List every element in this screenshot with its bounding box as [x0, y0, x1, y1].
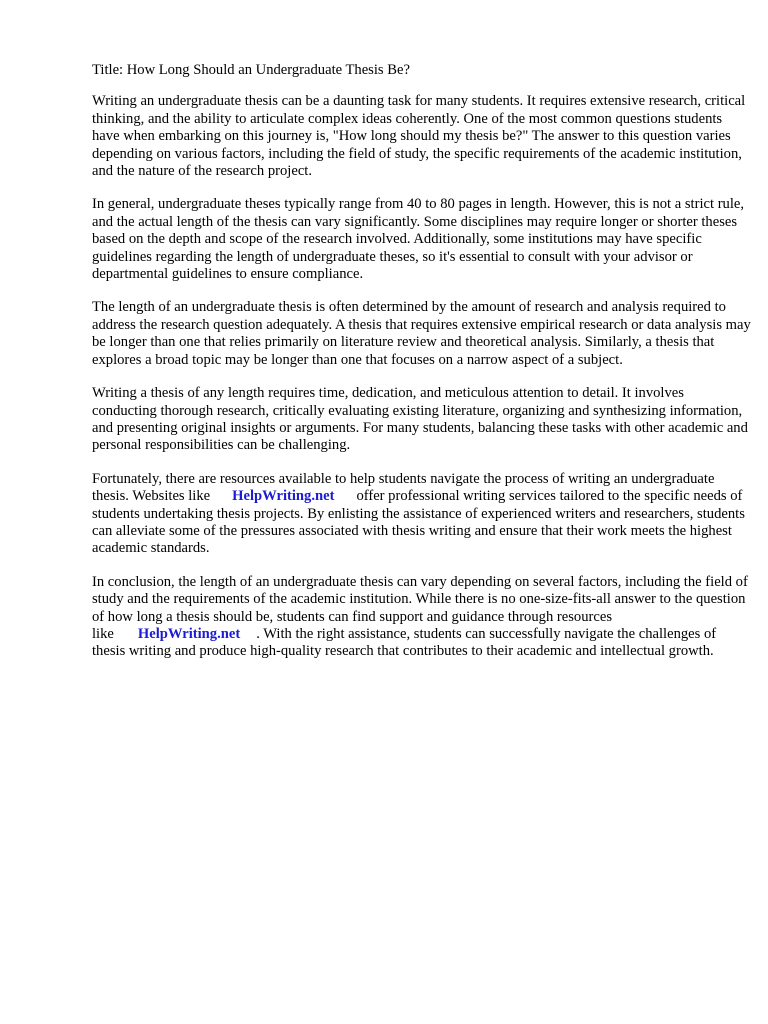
paragraph-resources-text-before: Fortunately, there are resources available to help students navigate the process of writing an undergraduate thesis. Websites like	[92, 470, 715, 505]
paragraph-conclusion-text-before: In conclusion, the length of an undergraduate thesis can vary depending on several factors, including the field of study and the requirements of the academic institution. While there is no one-size-fits-all answer to the question of how long a thesis should be, students can find support and guidance through resources like	[92, 573, 748, 642]
paragraph-resources	[92, 471, 752, 558]
helpwriting-link[interactable]: HelpWriting.net	[232, 488, 335, 505]
paragraph-resources-text-after: offer professional writing services tailored to the specific needs of students undertaking thesis projects. By enlisting the assistance of experienced writers and researchers, students can alleviate some of the pressures associated with thesis writing and ensure that their work meets the highest academic standards.	[92, 488, 745, 557]
paragraph-length-range: In general, undergraduate theses typically range from 40 to 80 pages in length. However, this is not a strict rule, and the actual length of the thesis can vary significantly. Some disciplines may require longer or shorter theses based on the depth and scope of the research involved. Additionally, some institutions may have specific guidelines regarding the length of undergraduate theses, so it's essential to consult with your advisor or departmental guidelines to ensure compliance.	[92, 196, 745, 283]
helpwriting-link-conclusion[interactable]: HelpWriting.net	[137, 625, 241, 642]
paragraph-research-scope: The length of an undergraduate thesis is often determined by the amount of research and analysis required to address the research question adequately. A thesis that requires extensive empirical research or data analysis may be longer than one that relies primarily on literature review and theoretical analysis. Similarly, a thesis that explores a broad topic may be longer than one that focuses on a narrow aspect of a subject.	[92, 299, 751, 368]
paragraph-conclusion	[92, 574, 752, 661]
paragraph-effort: Writing a thesis of any length requires time, dedication, and meticulous attention to detail. It involves conducting thorough research, critically evaluating existing literature, organizing and synthesizing information, and presenting original insights or arguments. For many students, balancing these tasks with other academic and personal responsibilities can be challenging.	[92, 385, 748, 454]
paragraph-intro: Writing an undergraduate thesis can be a daunting task for many students. It requires extensive research, critical thinking, and the ability to articulate complex ideas coherently. One of the most common questions students have when embarking on this journey is, "How long should my thesis be?" The answer to this question varies depending on various factors, including the field of study, the specific requirements of the academic institution, and the nature of the research project.	[92, 93, 746, 180]
paragraph-conclusion-text-after: . With the right assistance, students can successfully navigate the challenges of thesis writing and produce high-quality research that contributes to their academic and intellectual growth.	[92, 625, 717, 660]
document-page	[92, 62, 752, 677]
document-title: Title: How Long Should an Undergraduate Thesis Be?	[92, 62, 410, 78]
